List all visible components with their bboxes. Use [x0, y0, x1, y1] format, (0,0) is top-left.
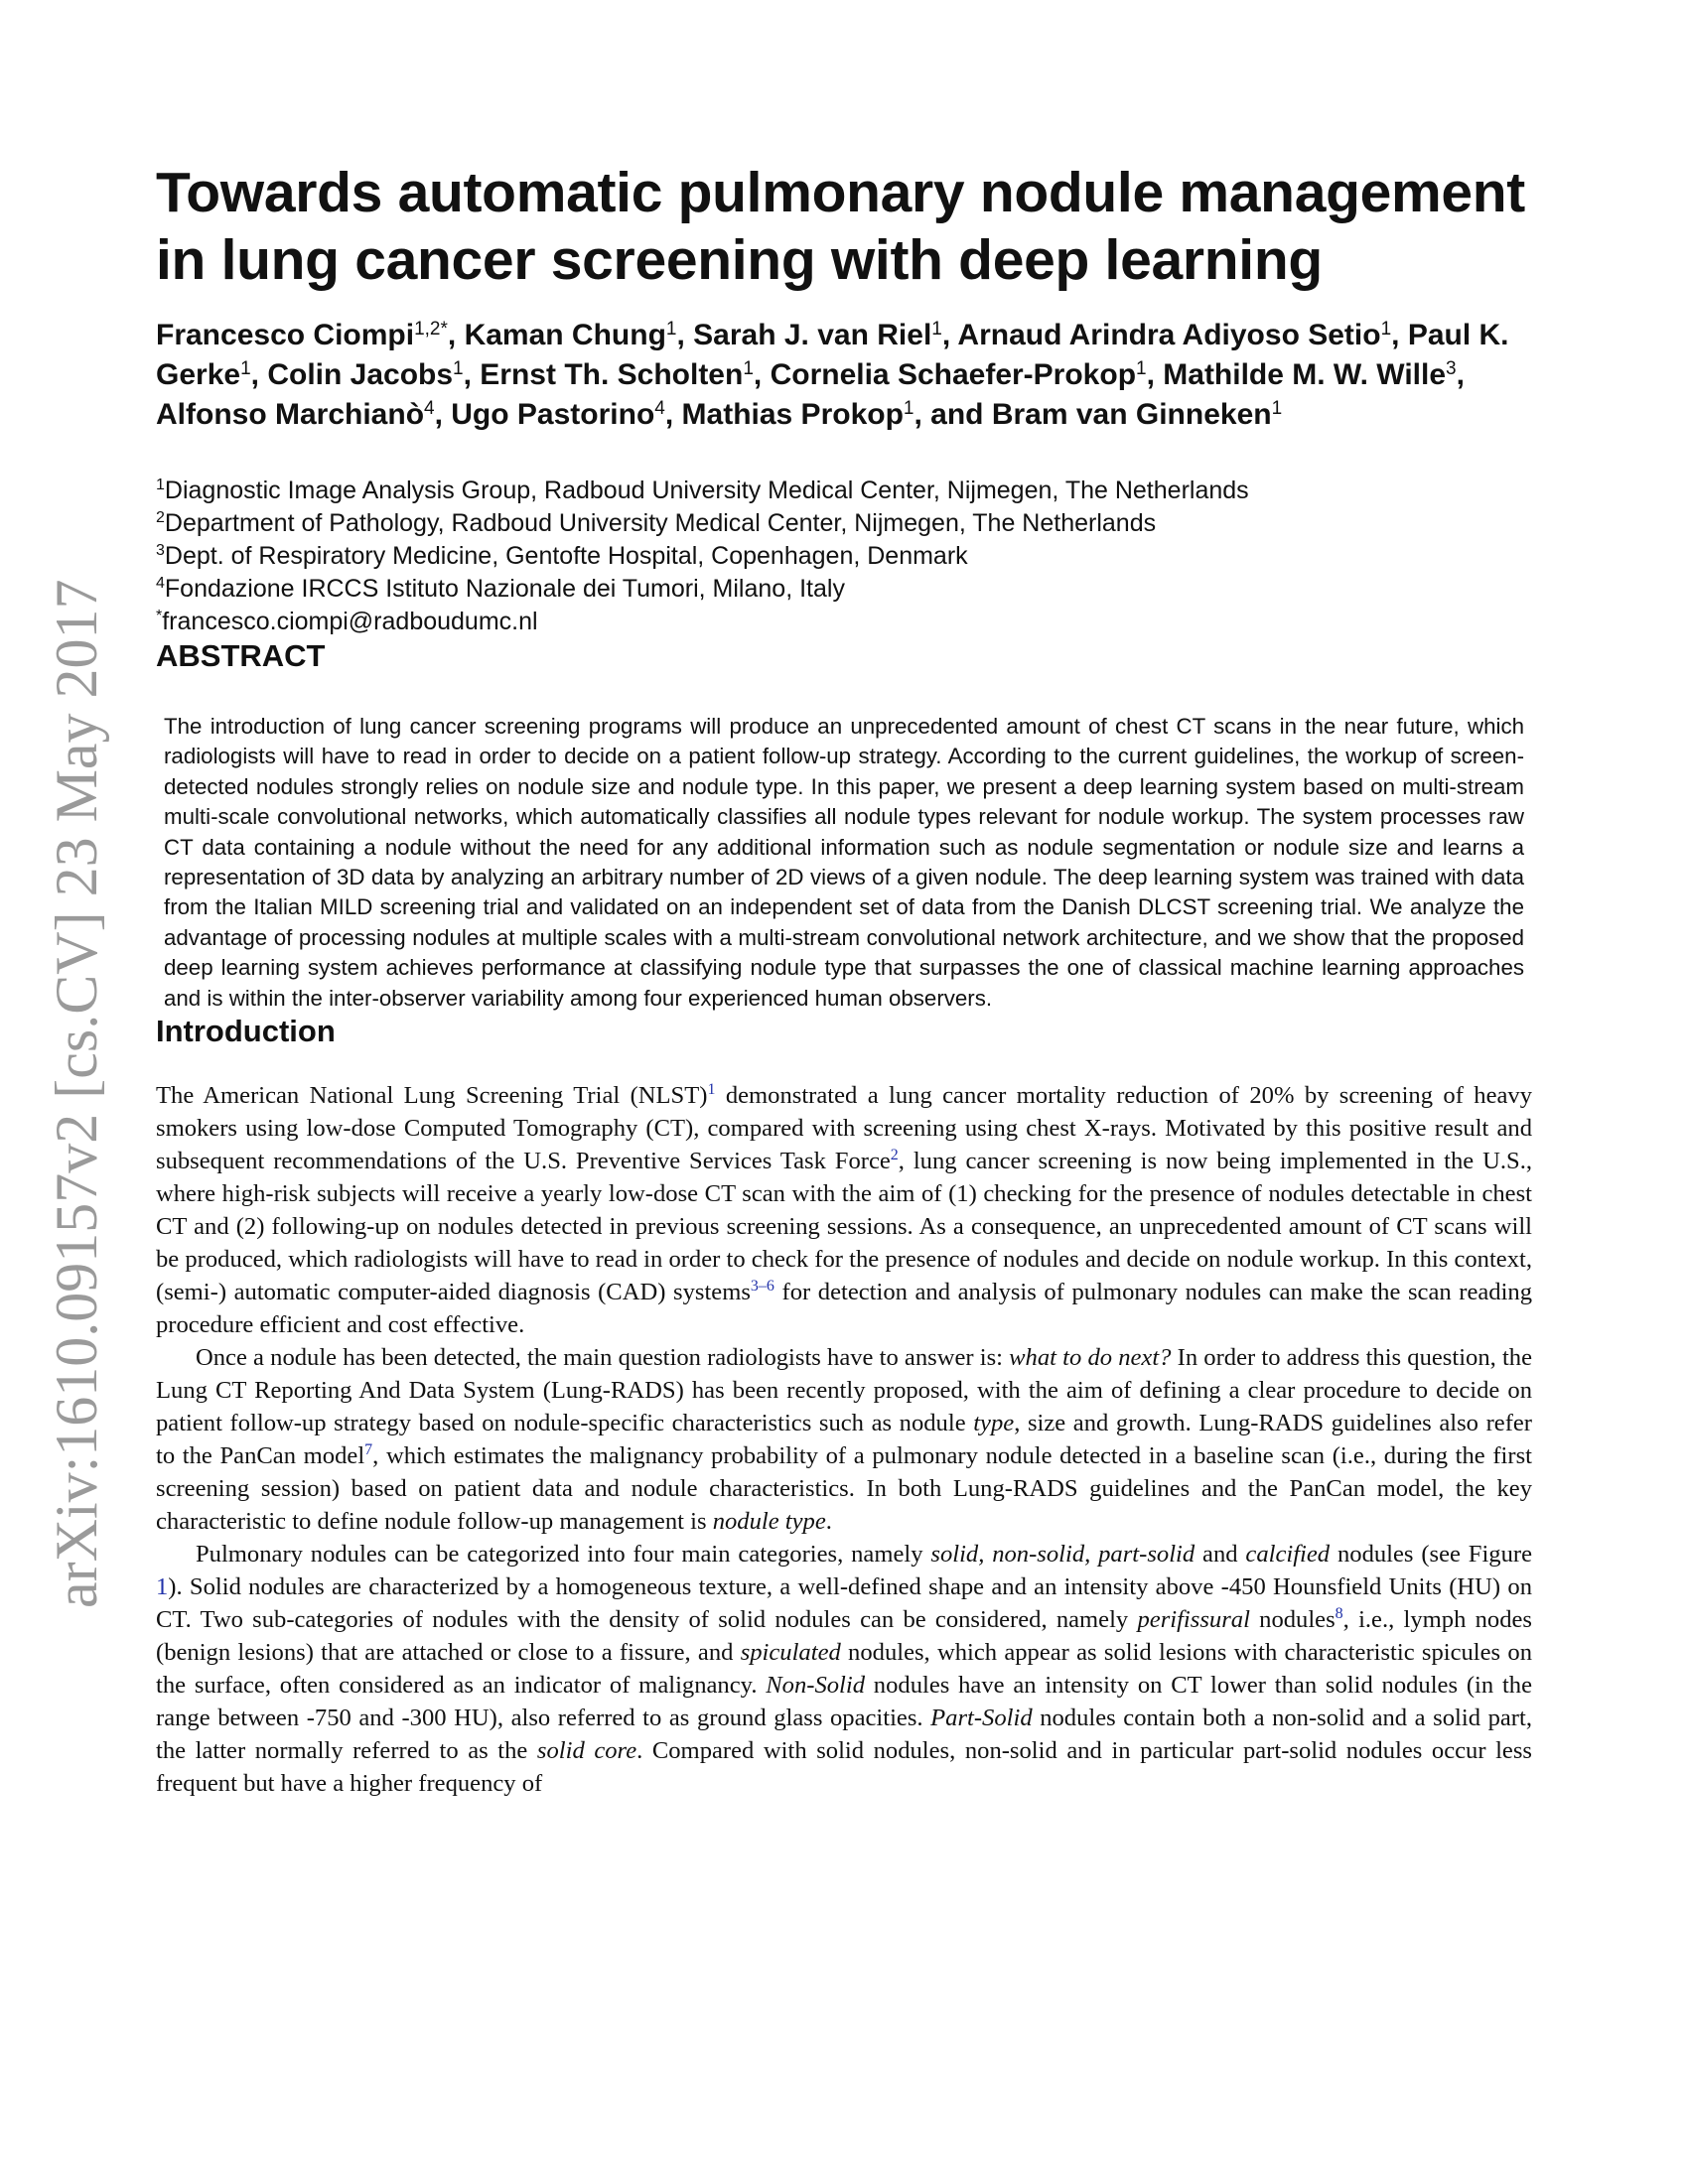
text-run: Once a nodule has been detected, the main question radiologists have to answer is:	[196, 1344, 1010, 1372]
affiliation-text: Department of Pathology, Radboud University Medical Center, Nijmegen, The Netherlands	[164, 509, 1157, 537]
affiliation-item	[156, 573, 1532, 606]
author-affiliation-mark: 4	[424, 398, 435, 419]
author-affiliation-mark: 1	[1136, 358, 1147, 379]
text-run: demonstrated a lung cancer mortality reduction of 20% by screening of heavy smokers using low-dose Computed Tomography (CT), compared with screening using chest X-rays. Motivated by this positive result and subsequent recommendations of the U.S. Preventive Services Task Force	[156, 1082, 1533, 1175]
author-affiliation-mark: 3	[1446, 358, 1457, 379]
text-run: , which estimates the malignancy probability of a pulmonary nodule detected in a baseline scan (i.e., during the first screening session) based on patient data and nodule characteristics. In both Lung-RADS guidelines and the PanCan model, the key characteristic to define nodule follow-up management is	[156, 1442, 1532, 1536]
author-affiliation-mark: 1,2*	[414, 319, 448, 340]
emphasis-text: spiculated	[740, 1639, 841, 1667]
text-run: nodules (see Figure	[1330, 1541, 1533, 1569]
text-run: nodules	[1249, 1606, 1336, 1634]
abstract-heading: ABSTRACT	[156, 638, 326, 673]
emphasis-text: nodule type	[712, 1508, 826, 1536]
author-name: Mathilde M. W. Wille	[1163, 358, 1447, 391]
emphasis-text: Part-Solid	[930, 1705, 1033, 1732]
author-name: Kaman Chung	[464, 319, 666, 351]
emphasis-text: type	[973, 1410, 1015, 1437]
text-run: In order to address this question, the Lung CT Reporting And Data System (Lung-RADS) has been recently proposed, with the aim of defining a clear procedure to decide on patient follow-up strategy based on nodule-specific characteristics such as nodule	[156, 1344, 1532, 1437]
author-affiliation-mark: 1	[743, 358, 754, 379]
paragraph	[156, 1538, 1532, 1800]
affiliation-item	[156, 540, 1532, 573]
author-affiliation-mark: 1	[931, 319, 942, 340]
author-name: Cornelia Schaefer-Prokop	[770, 358, 1137, 391]
author-name: Alfonso Marchianò	[156, 398, 425, 431]
affiliation-item	[156, 475, 1532, 507]
arxiv-identifier: arXiv:1610.09157v2 [cs.CV] 23 May 2017	[44, 579, 109, 1608]
abstract-text: The introduction of lung cancer screening programs will produce an unprecedented amount of chest CT scans in the near future, which radiologists will have to read in order to decide on a patient follow-up strategy. According to the current guidelines, the workup of screen-detected nodules strongly relies on nodule size and nodule type. In this paper, we present a deep learning system based on multi-stream multi-scale convolutional networks, which automatically classifies all nodule types relevant for nodule workup. The system processes raw CT data containing a nodule without the need for any additional information such as nodule segmentation or nodule size and learns a representation of 3D data by analyzing an arbitrary number of 2D views of a given nodule. The deep learning system was trained with data from the Italian MILD screening trial and validated on an independent set of data from the Danish DLCST screening trial. We analyze the advantage of processing nodules at multiple scales with a multi-stream convolutional network architecture, and we show that the proposed deep learning system achieves performance at classifying nodule type that surpasses the one of classical machine learning approaches and is within the inter-observer variability among four experienced human observers.	[164, 714, 1524, 1011]
affiliation-mark: 2	[156, 509, 165, 526]
author-affiliation-mark: 1	[903, 398, 914, 419]
author-affiliation-mark: 4	[654, 398, 665, 419]
author-affiliation-mark: 1	[1271, 398, 1283, 419]
citation-link[interactable]: 3–6	[750, 1278, 774, 1296]
affiliation-list	[156, 475, 1532, 638]
text-run: Pulmonary nodules can be categorized into four main categories, namely	[196, 1541, 931, 1569]
emphasis-text: Non-Solid	[766, 1672, 866, 1700]
text-run: The American National Lung Screening Trial (NLST)	[156, 1082, 708, 1110]
affiliation-text: Dept. of Respiratory Medicine, Gentofte Hospital, Copenhagen, Denmark	[164, 542, 968, 570]
emphasis-text: what to do next?	[1009, 1344, 1172, 1372]
author-name: Francesco Ciompi	[156, 319, 415, 351]
text-run: for detection and analysis of pulmonary nodules can make the scan reading procedure efficient and cost effective.	[156, 1279, 1533, 1339]
introduction-body	[156, 1079, 1532, 1800]
emphasis-text: calcified	[1245, 1541, 1331, 1569]
affiliation-mark: 1	[156, 477, 165, 493]
citation-link[interactable]: 1	[707, 1081, 716, 1099]
affiliation-mark: 3	[156, 542, 165, 559]
author-name: Arnaud Arindra Adiyoso Setio	[957, 319, 1381, 351]
emphasis-text: perifissural	[1137, 1606, 1250, 1634]
author-name: Colin Jacobs	[267, 358, 454, 391]
paragraph	[156, 1079, 1532, 1341]
citation-link[interactable]: 2	[890, 1147, 899, 1164]
affiliation-item	[156, 507, 1532, 540]
affiliation-text: Diagnostic Image Analysis Group, Radboud University Medical Center, Nijmegen, The Netherlands	[164, 477, 1249, 504]
author-name: Paul K. Gerke	[156, 319, 1509, 391]
author-affiliation-mark: 1	[1380, 319, 1392, 340]
author-name: Ugo Pastorino	[451, 398, 655, 431]
author-affiliation-mark: 1	[453, 358, 464, 379]
text-run: . Compared with solid nodules, non-solid and in particular part-solid nodules occur less frequent but have a higher frequency of	[156, 1737, 1532, 1798]
author-affiliation-mark: 1	[665, 319, 677, 340]
paper-title: Towards automatic pulmonary nodule management in lung cancer screening with deep learning	[156, 161, 1525, 292]
text-run: nodules have an intensity on CT lower than solid nodules (in the range between -750 and -300 HU), also referred to as ground glass opacities.	[156, 1672, 1532, 1732]
author-affiliation-mark: 1	[240, 358, 251, 379]
citation-link[interactable]: 7	[364, 1441, 373, 1459]
author-name: Sarah J. van Riel	[693, 319, 932, 351]
citation-link[interactable]: 8	[1335, 1605, 1343, 1623]
text-run: , i.e., lymph nodes (benign lesions) that are attached or close to a fissure, and	[156, 1606, 1532, 1667]
paragraph	[156, 1341, 1532, 1538]
emphasis-text: solid core	[536, 1737, 637, 1765]
affiliation-mark: 4	[156, 575, 165, 592]
author-list: Francesco Ciompi$^{1,2*}$, Kaman Chung$^1$, Sarah J. van Riel$^1$, Arnaud Arindra Adiyoso Setio$^1$, Paul K. Gerke$^1$, Colin Jacobs$^1$, Ernst Th. Scholten$^1$, Cornelia Schaefer-Prokop$^1$, Mathilde M. W. Wille$^3$, Alfonso Marchianò$^4$, Ugo Pastorino$^4$, Mathias Prokop$^1$, and Bram van Ginneken$^1$	[156, 319, 1509, 431]
figure-link[interactable]: 1	[156, 1573, 169, 1601]
introduction-heading: Introduction	[156, 1014, 336, 1049]
corresponding-email	[156, 606, 1532, 638]
author-name: Mathias Prokop	[681, 398, 904, 431]
paper-page	[156, 159, 1532, 1800]
text-run: .	[825, 1508, 832, 1536]
text-run: , lung cancer screening is now being implemented in the U.S., where high-risk subjects will receive a yearly low-dose CT scan with the aim of (1) checking for the presence of nodules detectable in chest CT and (2) following-up on nodules detected in previous screening sessions. As a consequence, an unprecedented amount of CT scans will be produced, which radiologists will have to read in order to check for the presence of nodules and decide on nodule workup. In this context, (semi-) automatic computer-aided diagnosis (CAD) systems	[156, 1148, 1532, 1306]
text-run: and	[1195, 1541, 1246, 1569]
email-text: francesco.ciompi@radboudumc.nl	[162, 608, 538, 635]
author-name: Ernst Th. Scholten	[480, 358, 744, 391]
affiliation-text: Fondazione IRCCS Istituto Nazionale dei Tumori, Milano, Italy	[164, 575, 845, 603]
text-run: ). Solid nodules are characterized by a homogeneous texture, a well-defined shape and an intensity above -450 Hounsfield Units (HU) on CT. Two sub-categories of nodules with the density of solid nodules can be considered, namely	[156, 1573, 1532, 1634]
text-run: nodules contain both a non-solid and a solid part, the latter normally referred to as the	[156, 1705, 1532, 1765]
author-name: and Bram van Ginneken	[930, 398, 1272, 431]
text-run: , size and growth. Lung-RADS guidelines also refer to the PanCan model	[156, 1410, 1532, 1470]
text-run: nodules, which appear as solid lesions with characteristic spicules on the surface, often considered as an indicator of malignancy.	[156, 1639, 1532, 1700]
affiliation-mark: *	[156, 608, 163, 624]
emphasis-text: solid, non-solid, part-solid	[930, 1541, 1196, 1569]
